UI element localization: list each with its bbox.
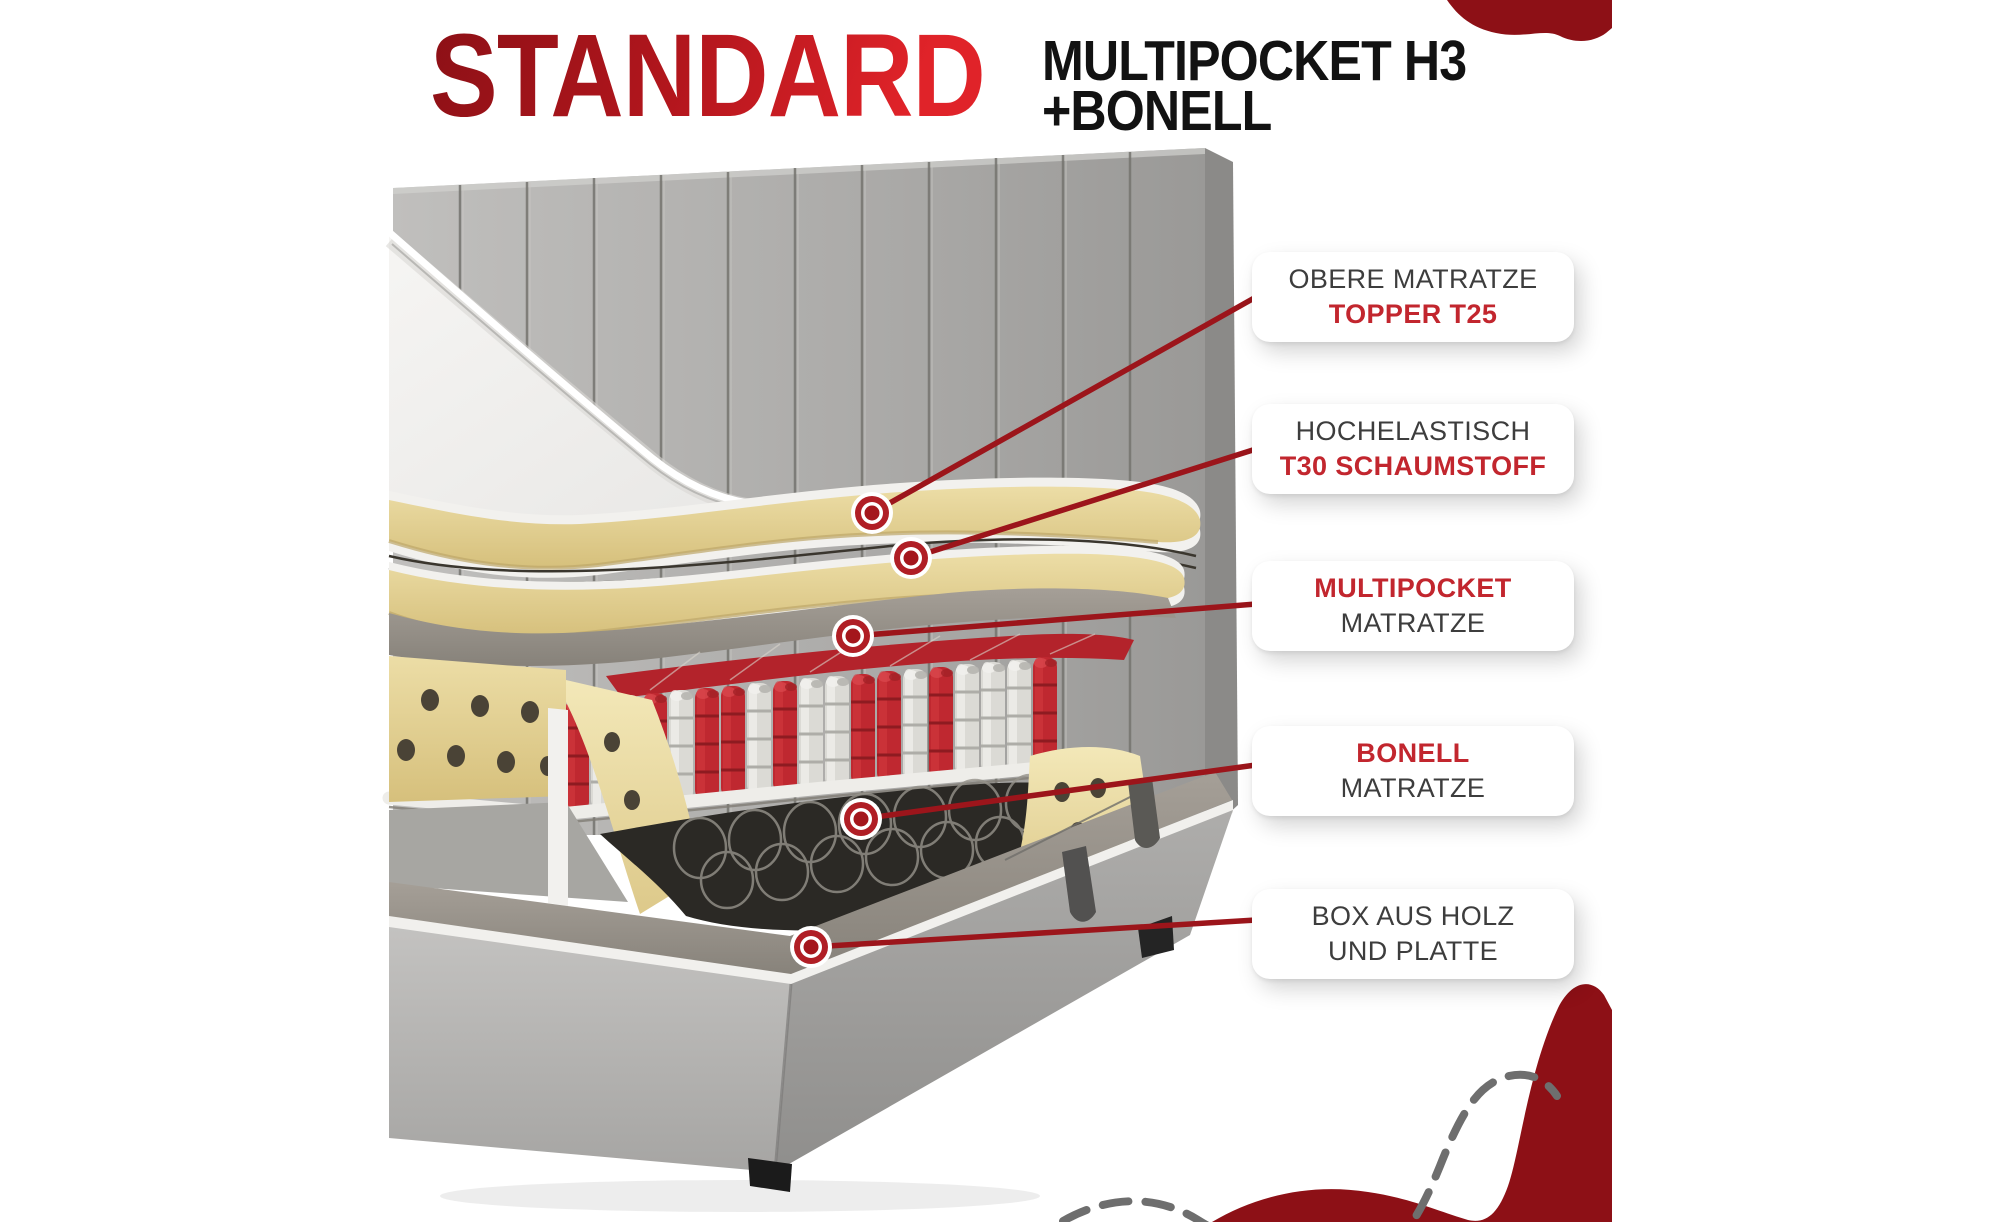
callout-box-line2: UND PLATTE — [1327, 936, 1499, 966]
callout-bonell-line2: MATRATZE — [1340, 773, 1486, 803]
callout-label-topper — [1252, 252, 1574, 342]
marker-topper-icon — [851, 492, 893, 534]
callout-multipocket-line1: MULTIPOCKET — [1314, 573, 1512, 603]
marker-bonell-icon — [840, 798, 882, 840]
callout-topper-line1: OBERE MATRATZE — [1288, 264, 1538, 294]
page-title: STANDARD — [430, 10, 985, 142]
callout-multipocket-line2: MATRATZE — [1340, 608, 1486, 638]
red-blob-bottom — [1212, 984, 1612, 1222]
callout-bonell-line1: BONELL — [1356, 738, 1470, 768]
subtitle-line-1: MULTIPOCKET H3 — [1042, 29, 1467, 93]
marker-multipocket-icon — [832, 615, 874, 657]
red-blob-top — [1447, 0, 1612, 41]
marker-t30-icon — [890, 537, 932, 579]
marker-box-icon — [790, 926, 832, 968]
callout-label-box — [1252, 889, 1574, 979]
page-subtitle — [1042, 29, 1467, 143]
callout-box-line1: BOX AUS HOLZ — [1311, 901, 1515, 931]
callout-t30-line1: HOCHELASTISCH — [1295, 416, 1531, 446]
callout-t30-line2: T30 SCHAUMSTOFF — [1279, 451, 1547, 481]
callout-topper-line2: TOPPER T25 — [1328, 299, 1498, 329]
callout-label-multipocket — [1252, 561, 1574, 651]
subtitle-line-2: +BONELL — [1042, 79, 1272, 143]
callout-label-bonell — [1252, 726, 1574, 816]
callout-label-t30-foam — [1252, 404, 1574, 494]
